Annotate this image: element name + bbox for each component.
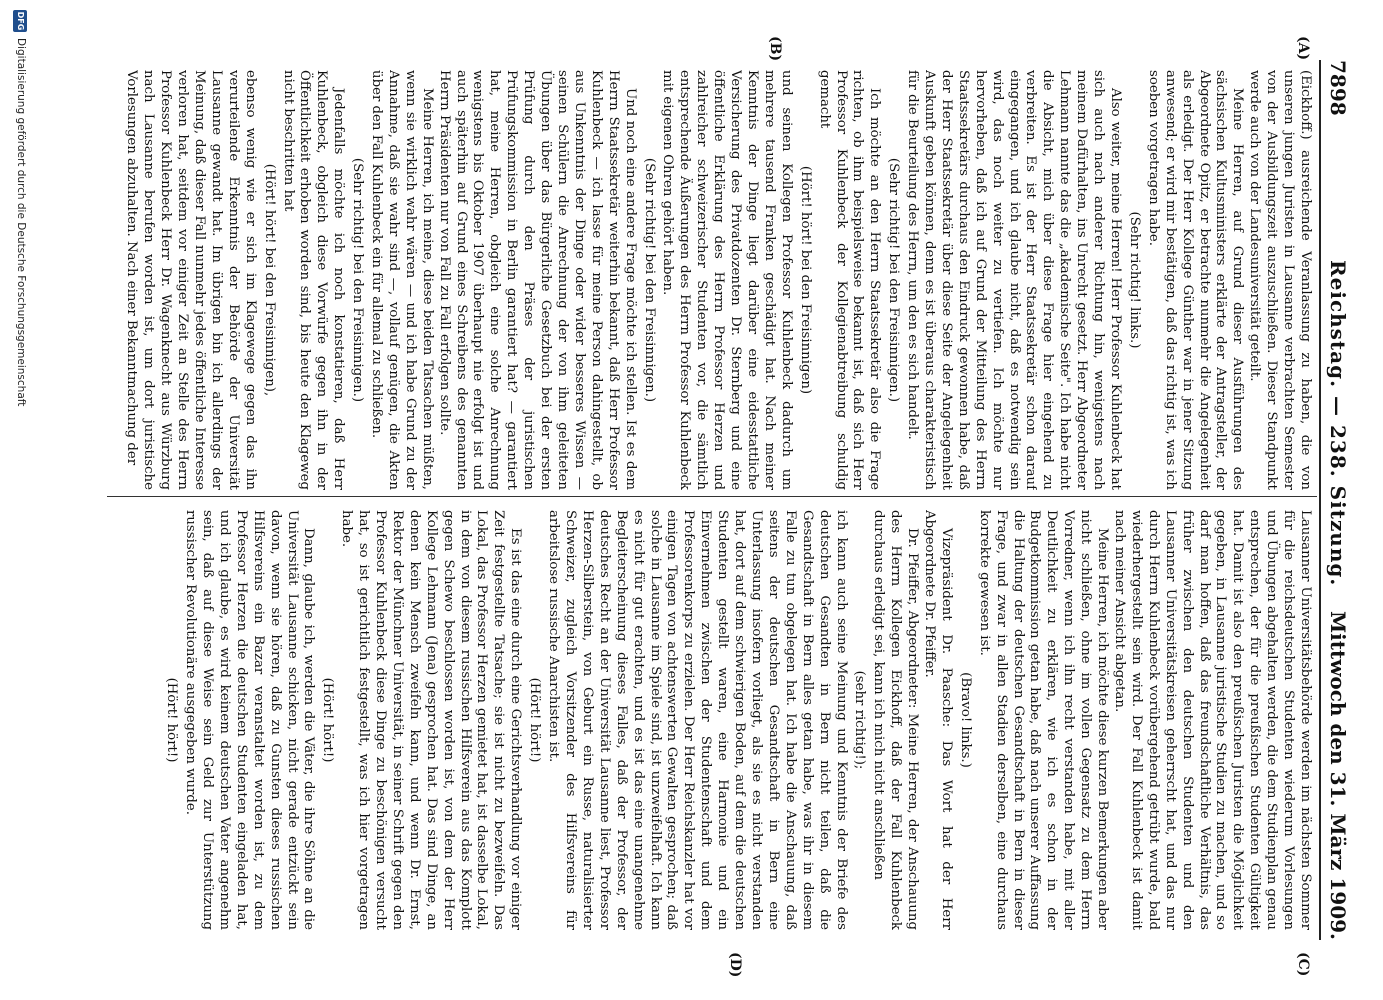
interjection: (Bravo! links.)	[957, 672, 973, 768]
interjection: (Hört! hört!)	[527, 677, 543, 763]
page-footer	[3, 0, 33, 1000]
paragraph: Also weiter, meine Herren! Herr Professor Kuhlenbeck hat sich auch nach anderer Richtung hin, wenigstens nach meinem Dafürhalten, ins Unrecht gesetzt. Herr Abgeordneter Lehmann nannte das die „akademische Seite". Ich habe nicht die Absicht, mich über diese Frage hier eingehend zu verbreiten. Es ist der Herr Staatssekretär schon darauf eingegangen, und ich glaube nicht, daß es notwendig sein wird, das noch weiter zu vertiefen. Ich möchte nur hervorheben, daß ich auf Grund der Mitteilung des Herrn Staatssekretärs durchaus den Eindruck gewonnen habe, daß der Herr Staatssekretär über diese Seite der Angelegenheit Auskunft geben können, denn es ist überaus charakteristisch für die Beurteilung des Herrn, um den es sich handelt.	[905, 70, 1124, 490]
interjection: (Sehr richtig! bei den Freisinnigen.)	[641, 157, 657, 403]
paragraph: Meine Herren, ich möchte diese kurzen Bemerkungen aber nicht schließen, ohne im vollen Gegensatz zu dem Herrn Vorredner, wenn ich ihn recht verstanden habe, mit aller Deutlichkeit zu erklären, wie ich es schon in der Budgetkommission getan habe, daß nach unserer Auffassung die Haltung der deutschen Gesandtschaft in Bern in dieser Frage, und zwar in allen Stadien derselben, eine durchaus korrekte gewesen ist.	[976, 510, 1111, 930]
paragraph: Dann, glaube ich, werden die Väter, die ihre Söhne an die Universität Lausanne schicken, nicht gerade entzückt sein davon, wenn sie hören, daß zu Gunsten dieses russischen Hilfsvereins ein Bazar veranstaltet worden ist, zu dem Professor Herzen die deutschen Studenten eingeladen hat, und ich glaube, es wird keinem deutschen Vater angenehm sein, daß auf diese Weise sein Geld zur Unterstützung russischer Revolutionäre ausgegeben wurde.	[183, 510, 317, 930]
paragraph: Vizepräsident Dr. Paasche: Das Wort hat der Herr Abgeordnete Dr. Pfeiffer.	[922, 510, 954, 930]
paragraph: (Eickhoff.) ausreichende Veranlassung zu haben, die von unseren jungen Juristen in Lausanne verbrachten Semester von der Ausbildungszeit auszuschließen. Dieser Standpunkt werde auch von der Landesuniversität geteilt.	[1247, 70, 1313, 490]
interjection: (Hört! hört!)	[320, 677, 336, 763]
interjection: (Hört! hört! bei den Freisinnigen),	[261, 163, 277, 397]
interjection: (Sehr richtig! links.)	[1126, 211, 1142, 349]
header-rule	[1319, 60, 1321, 940]
paragraph: Dr. Pfeiffer, Abgeordneter: Meine Herren, der Anschauung des Herrn Kollegen Eickhoff, daß der Fall Kuhlenbeck durchaus erledigt sei, kann ich mich nicht anschließen	[871, 510, 921, 930]
paragraph: Jedenfalls möchte ich noch konstatieren, daß Herr Kuhlenbeck, obgleich diese Vorwürfe gegen ihn in der Öffentlichkeit erhoben worden sind, bis heute den Klageweg nicht beschritten hat	[280, 70, 347, 490]
page-number: 7898	[1326, 60, 1350, 116]
margin-marker-c: (C)	[1295, 952, 1311, 977]
paragraph: Und noch eine andere Frage möchte ich stellen. Ist es dem Herrn Staatssekretär weiterhin bekannt, daß Herr Professor Kuhlenbeck — ich lasse für meine Person dahingestellt, ob aus Unkenntnis der Dinge oder wider besseres Wissen — seinen Schülern die Anrechnung der von ihm geleiteten Übungen über das Bürgerliche Gesetzbuch bei der ersten Prüfung durch den Präses der juristischen Prüfungskommission in Berlin garantiert hat? — garantiert hat, meine Herren, obgleich eine solche Anrechnung wenigstens bis Oktober 1907 überhaupt nie erfolgt ist und auch späterhin auf Grund eines Schreibens des genannten Herrn Präsidenten nur von Fall zu Fall erfolgen sollte.	[436, 70, 638, 490]
header-title: Reichstag. — 238. Sitzung.	[1326, 260, 1350, 587]
margin-marker-b: (B)	[767, 36, 783, 62]
paragraph: Ich möchte an den Herrn Staatssekretär also die Frage richten, ob ihm beispielsweise bekannt ist, daß sich Herr Professor Kuhlenbeck der Kollegienabtreibung schuldig gemacht	[816, 70, 883, 490]
column-divider	[107, 496, 1317, 497]
digitization-credit: Digitalisierung gefördert durch die Deutsche Forschungsgemeinschaft	[15, 38, 27, 407]
left-column	[93, 70, 1313, 490]
paragraph: ich kann auch seine Meinung und Kenntnis der Briefe des deutschen Gesandten in Bern nicht teilen, daß die Gesandtschaft in Bern alles getan habe, was ihr in diesem Falle zu tun obgelegen hat. Ich habe die Anschauung, daß seitens der deutschen Gesandtschaft in Bern eine Unterlassung insofern vorliegt, als sie es nicht verstanden hat, dort auf dem schwierigen Boden, auf dem die deutschen Studenten gestellt waren, eine Harmonie und ein Einvernehmen zwischen der Studentenschaft und dem Professorenkorps zu erzielen. Der Herr Reichskanzler hat vor einigen Tagen von achtenswerten Gewalten gesprochen; daß solche in Lausanne im Spiele sind, ist unzweifelhaft. Ich kann es nicht für gut erachten, und es ist das eine unangenehme Begleiterscheinung dieses Falles, daß der Professor, der deutsches Recht an der Universität Lausanne liest, Professor Herzen-Silberstein, von Geburt ein Russe, naturalisierter Schweizer, zugleich Vorsitzender des Hilfsvereins für arbeitslose russische Anarchisten ist.	[546, 510, 849, 930]
interjection: (Hört! hört! bei den Freisinnigen)	[797, 165, 813, 395]
paragraph: ebenso wenig wie er sich im Klagewege gegen das ihn verurteilende Erkenntnis der Behörde der Universität Lausanne gewandt hat. Im übrigen bin ich allerdings der Meinung, daß dieser Fall nunmehr jedes öffentliche Interesse verloren hat, seitdem vor einiger Zeit an Stelle des Herrn Professor Kuhlenbeck Herr Dr. Wagenknecht aus Würzburg nach Lausanne berufen worden ist, um dort juristische Vorlesungen abzuhalten. Nach einer Bekanntmachung der	[124, 70, 258, 490]
margin-marker-d: (D)	[727, 952, 743, 978]
paragraph: Meine Herren, ich meine, diese beiden Tatsachen müßten, wenn sie wirklich wahr wären — und ich habe Grund zu der Annahme, daß sie wahr sind —, vollauf genügen, die Akten über den Fall Kuhlenbeck ein für allemal zu schließen.	[369, 70, 435, 490]
interjection: (sehr richtig!);	[852, 670, 868, 770]
paragraph: Lausanner Universitätsbehörde werden im nächsten Sommer für die reichsdeutschen Studenten wiederum Vorlesungen und Übungen abgehalten werden, die dem Studienplan genau entsprechen, der für die preußischen Studenten Gültigkeit hat. Damit ist also den preußischen Juristen die Möglichkeit gegeben, in Lausanne juristische Studien zu machen, und so darf man hoffen, daß das freundschaftliche Verhältnis, das früher zwischen den deutschen Studenten und den Lausanner Universitätskreisen geherrscht hat, und das nur durch Herrn Kuhlenbeck vorübergehend getrübt wurde, bald wiederhergestellt sein wird. Der Fall Kuhlenbeck ist damit nach meiner Ansicht abgetan.	[1112, 510, 1313, 930]
interjection: (Sehr richtig! bei den Freisinnigen.)	[350, 157, 366, 403]
margin-marker-a: (A)	[1295, 36, 1311, 61]
header-date: Mittwoch den 31. März 1909.	[1326, 610, 1350, 940]
interjection: (Sehr richtig! bei den Freisinnigen.)	[886, 157, 902, 403]
paragraph: und seinen Kollegen Professor Kuhlenbeck dadurch um mehrere tausend Franken geschädigt hat. Nach meiner Kenntnis der Dinge liegt darüber eine eidesstattliche Versicherung des Privatdozenten Dr. Sternberg und eine öffentliche Erklärung des Herrn Professor Herzen und zahlreicher schweizerischer Studenten vor, die sämtlich entsprechende Äußerungen des Herrn Professor Kuhlenbeck mit eigenen Ohren gehört haben.	[660, 70, 794, 490]
paragraph: Es ist das eine durch eine Gerichtsverhandlung vor einiger Zeit festgestellte Tatsache; sie ist nicht zu bezweifeln. Das Lokal, das Professor Herzen gemietet hat, ist dasselbe Lokal, in dem von diesem russischen Hilfsverein aus das Komplott gegen Schewo beschlossen worden ist, von dem der Herr Kollege Lehmann (Jena) gesprochen hat. Das sind Dinge, an denen kein Mensch zweifeln kann, und wenn Dr. Ernst, Rektor der Münchner Universität, in seiner Schrift gegen den Professor Kuhlenbeck diese Dinge zu beschönigen versucht hat, so ist gerichtlich festgestellt, was ich hier vorgetragen habe.	[339, 510, 524, 930]
page-header	[1324, 60, 1350, 940]
interjection: (Hört! hört!)	[164, 677, 180, 763]
paragraph: Meine Herren, auf Grund dieser Ausführungen des sächsischen Kultusministers erklärte der Antragsteller, der Abgeordnete Opitz, er betrachte nunmehr die Angelegenheit als erledigt. Der Herr Kollege Günther war in jener Sitzung anwesend; er wird mir bestätigen, daß das richtig ist, was ich soeben vorgetragen habe.	[1145, 70, 1246, 490]
dfg-logo: DFG	[13, 10, 27, 32]
right-column	[93, 510, 1313, 930]
